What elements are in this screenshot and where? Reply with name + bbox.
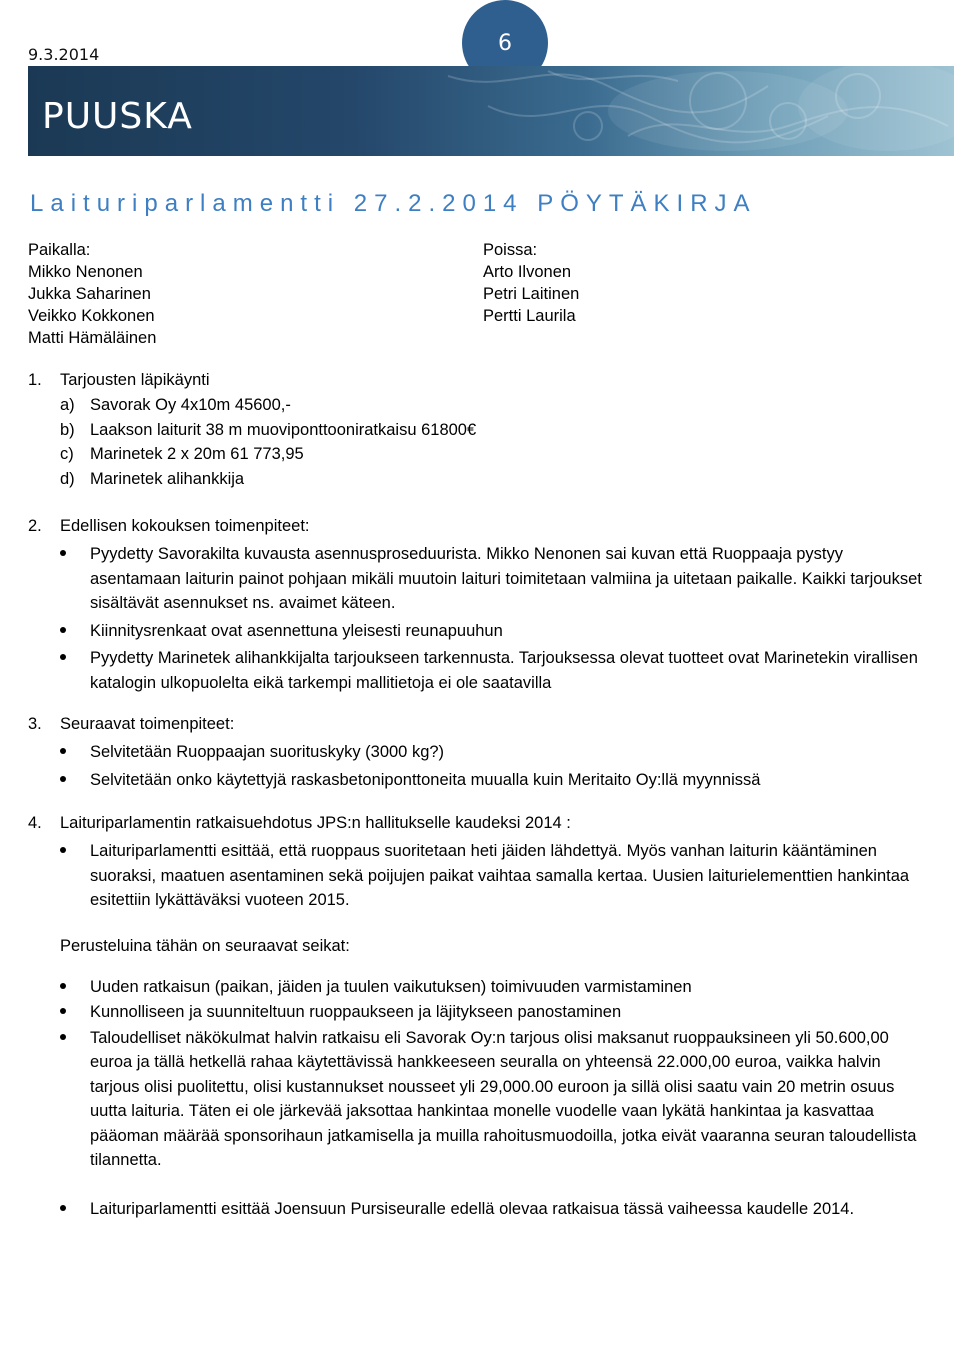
document-title: Laituriparlamentti 27.2.2014 PÖYTÄKIRJA	[30, 190, 757, 217]
section-3	[28, 713, 928, 792]
section-heading	[28, 515, 928, 537]
bullet-icon	[60, 1197, 90, 1222]
document-date: 9.3.2014	[28, 45, 100, 64]
bullet-icon	[60, 619, 90, 644]
present-column	[28, 239, 156, 349]
absent-name: Petri Laitinen	[483, 285, 580, 303]
section-2	[28, 515, 928, 695]
basis-heading: Perusteluina tähän on seuraavat seikat:	[60, 936, 350, 955]
offer-list	[60, 393, 928, 491]
bullet-item: Kunnolliseen ja suunniteltuun ruoppaukseen ja läjitykseen panostaminen	[60, 1000, 928, 1025]
section-title: Laituriparlamentin ratkaisuehdotus JPS:n hallitukselle kaudeksi 2014 :	[60, 814, 571, 832]
banner-title: PUUSKA	[42, 96, 193, 137]
section-number: 3.	[28, 715, 42, 733]
list-item: c) Marinetek 2 x 20m 61 773,95	[60, 445, 304, 463]
section-number: 1.	[28, 371, 42, 389]
bullet-icon	[60, 839, 90, 913]
section-4	[28, 812, 928, 1221]
present-name: Matti Hämäläinen	[28, 329, 157, 347]
section-number: 4.	[28, 814, 42, 832]
header-banner	[28, 66, 954, 156]
bullet-icon	[60, 1026, 90, 1173]
section-heading	[28, 812, 928, 834]
bullet-item: Uuden ratkaisun (paikan, jäiden ja tuulen vaikutuksen) toimivuuden varmistaminen	[60, 975, 928, 1000]
bullet-item: Selvitetään Ruoppaajan suorituskyky (3000 kg?)	[60, 740, 928, 765]
bullet-icon	[60, 740, 90, 765]
bullet-item: Pyydetty Marinetek alihankkijalta tarjoukseen tarkennusta. Tarjouksessa olevat tuotteet ovat Marinetekin virallisen katalogin ulkopuolelta eikä tarkempi mallitietoja ei ole saatavilla	[60, 646, 928, 695]
bullet-item: Kiinnitysrenkaat ovat asennettuna yleisesti reunapuuhun	[60, 619, 928, 644]
section-heading	[28, 369, 928, 391]
bullet-icon	[60, 1000, 90, 1025]
section-1	[28, 369, 928, 491]
absent-label: Poissa:	[483, 241, 538, 259]
section-title: Tarjousten läpikäynti	[60, 371, 210, 389]
bullet-item: Selvitetään onko käytettyjä raskasbetoniponttoneita muualla kuin Meritaito Oy:llä myynnissä	[60, 768, 928, 793]
present-name: Mikko Nenonen	[28, 263, 143, 281]
page-number-badge: 6	[462, 0, 548, 86]
present-name: Veikko Kokkonen	[28, 307, 155, 325]
bullet-icon	[60, 542, 90, 616]
list-item: d) Marinetek alihankkija	[60, 469, 245, 488]
bullet-icon	[60, 768, 90, 793]
section-title: Edellisen kokouksen toimenpiteet:	[60, 517, 310, 535]
section-number: 2.	[28, 517, 42, 535]
present-label: Paikalla:	[28, 241, 91, 259]
bullet-item: Laituriparlamentti esittää, että ruoppaus suoritetaan heti jäiden lähdettyä. Myös vanhan laiturin kääntäminen suoraksi, maatuen asentaminen sekä poijujen paikat vaihtaa samalla kertaa. Uusien laiturielementtien hankintaa esitettiin lykättäväksi vuoteen 2015.	[60, 839, 928, 913]
absent-name: Pertti Laurila	[483, 307, 576, 325]
absent-name: Arto Ilvonen	[483, 263, 572, 281]
bullet-item: Pyydetty Savorakilta kuvausta asennusproseduurista. Mikko Nenonen sai kuvan että Ruoppaaja pystyy asentamaan laiturin painot pohjaan mikäli muutoin laituri toimitetaan valmiina ja uitetaan paikalle. Kaikki tarjoukset sisältävät asennukset ns. avaimet käteen.	[60, 542, 928, 616]
present-name: Jukka Saharinen	[28, 285, 151, 303]
bullet-icon	[60, 646, 90, 695]
bullet-item: Taloudelliset näkökulmat halvin ratkaisu eli Savorak Oy:n tarjous olisi maksanut ruoppauksineen yli 50.600,00 euroa ja tällä hetkellä rahaa käytettävissä hankkeeseen seuralla on yhteensä 22.000,00 euroa, vaikka halvin tarjous olisi puolitettu, olisi kustannukset nousseet yli 29,000.00 euroon ja sillä olisi saatu vain 20 metrin osuus uutta laituria. Täten ei ole järkevää jaksottaa hankintaa monelle vuodelle vaan lykätä hankintaa ja kasvattaa pääoman määrää sponsorihaun jatkamisella ja muilla rahoitusmuodoilla, jotka eivät vaaranna seuran taloudellista tilannetta.	[60, 1026, 928, 1173]
bullet-icon	[60, 975, 90, 1000]
section-heading	[28, 713, 928, 735]
bullet-item: Laituriparlamentti esittää Joensuun Pursiseuralle edellä olevaa ratkaisua tässä vaiheessa kaudelle 2014.	[60, 1197, 928, 1222]
section-title: Seuraavat toimenpiteet:	[60, 715, 235, 733]
list-item: b) Laakson laiturit 38 m muoviponttooniratkaisu 61800€	[60, 420, 477, 439]
absent-column	[483, 239, 579, 327]
list-item: a) Savorak Oy 4x10m 45600,-	[60, 396, 291, 414]
